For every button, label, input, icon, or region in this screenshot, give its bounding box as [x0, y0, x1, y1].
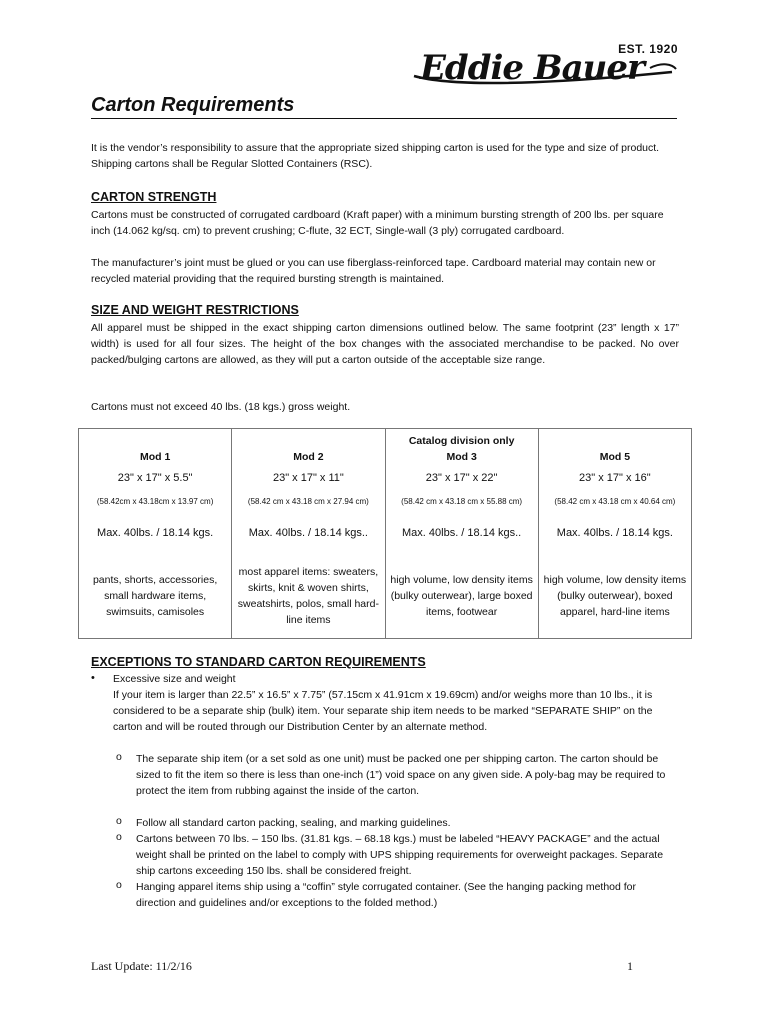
mod-max-weight: Max. 40lbs. / 18.14 kgs. — [79, 513, 232, 553]
mod-dimensions: 23" x 17" x 16" — [538, 465, 691, 491]
mod-max-weight: Max. 40lbs. / 18.14 kgs. — [538, 513, 691, 553]
size-weight-heading: SIZE AND WEIGHT RESTRICTIONS — [91, 303, 299, 317]
mod-header: Mod 5 — [538, 429, 691, 466]
mod-max-weight: Max. 40lbs. / 18.14 kgs.. — [385, 513, 538, 553]
mod-3-label: Mod 3 — [446, 451, 477, 463]
page-title: Carton Requirements — [91, 94, 677, 119]
exceptions-heading: EXCEPTIONS TO STANDARD CARTON REQUIREMENTS — [91, 655, 426, 669]
sub-bullet-text: Hanging apparel items ship using a “coffin” style corrugated container. (See the hanging packing method for direction and guidelines and/or exceptions to the folded method.) — [136, 881, 637, 909]
table-row — [79, 553, 692, 639]
mod-metric-dimensions: (58.42 cm x 43.18 cm x 27.94 cm) — [232, 491, 385, 513]
sub-bullet-text: Cartons between 70 lbs. – 150 lbs. (31.81 kgs. – 68.18 kgs.) must be labeled “HEAVY PACKAGE” and the actual weight shall be printed on the label to comply with UPS shipping requirements for overweight packages. Separate ship cartons exceeding 150 lbs. shall be considered freight. — [136, 833, 664, 877]
sub-bullet-icon: o — [116, 751, 122, 763]
carton-strength-heading: CARTON STRENGTH — [91, 190, 217, 204]
carton-strength-paragraph-2: The manufacturer’s joint must be glued or you can use fiberglass-reinforced tape. Cardboard material may contain new or recycled material providing that the required bursting strength is maintained. — [91, 257, 656, 285]
sub-bullet-text: Follow all standard carton packing, sealing, and marking guidelines. — [136, 817, 451, 829]
table-row — [79, 465, 692, 491]
table-row — [79, 513, 692, 553]
page-number: 1 — [627, 959, 633, 973]
mod-header: Mod 1 — [79, 429, 232, 466]
size-weight-paragraph-1: All apparel must be shipped in the exact shipping carton dimensions outlined below. The same footprint (23” length x 17” width) is used for all four sizes. The height of the box changes with the associated merchandise to be packed. No over packed/bulging cartons are allowed, as they will put a carton outside of the acceptable size range. — [91, 322, 679, 366]
mod-header — [385, 429, 538, 466]
logo-wordmark: Eddie Bauer — [420, 48, 644, 88]
eddie-bauer-logo — [410, 42, 680, 92]
mod-uses: pants, shorts, accessories, small hardware items, swimsuits, camisoles — [79, 553, 232, 639]
size-weight-paragraph-2: Cartons must not exceed 40 lbs. (18 kgs.) gross weight. — [91, 401, 351, 413]
mod-uses: most apparel items: sweaters, skirts, knit & woven shirts, sweatshirts, polos, small hard-line items — [232, 553, 385, 639]
carton-strength-paragraph-1: Cartons must be constructed of corrugated cardboard (Kraft paper) with a minimum bursting strength of 200 lbs. per square inch (14.062 kg/sq. cm) to prevent crushing; C-flute, 32 ECT, Single-wall (3 ply) corrugated cardboard. — [91, 209, 664, 237]
mod-metric-dimensions: (58.42cm x 43.18cm x 13.97 cm) — [79, 491, 232, 513]
logo-established: EST. 1920 — [618, 42, 678, 56]
bullet-paragraph: If your item is larger than 22.5” x 16.5” x 7.75” (57.15cm x 41.91cm x 19.69cm) and/or weighs more than 10 lbs., it is considered to be a separate ship (bulk) item. Your separate ship item needs to be marked “SEPARATE SHIP” on the carton and will be routed through our Distribution Center by an alternate method. — [113, 689, 653, 733]
sub-bullet-icon: o — [116, 815, 122, 827]
mod-dimensions: 23" x 17" x 5.5" — [79, 465, 232, 491]
sub-bullet-icon: o — [116, 831, 122, 843]
mod-uses: high volume, low density items (bulky outerwear), large boxed items, footwear — [385, 553, 538, 639]
mod-dimensions: 23" x 17" x 11" — [232, 465, 385, 491]
bullet-icon: • — [91, 672, 95, 684]
last-update-footer: Last Update: 11/2/16 — [91, 959, 192, 973]
table-header-row — [79, 429, 692, 466]
mod-uses: high volume, low density items (bulky outerwear), boxed apparel, hard-line items — [538, 553, 691, 639]
mod-metric-dimensions: (58.42 cm x 43.18 cm x 55.88 cm) — [385, 491, 538, 513]
mod-max-weight: Max. 40lbs. / 18.14 kgs.. — [232, 513, 385, 553]
mod-header: Mod 2 — [232, 429, 385, 466]
catalog-division-note: Catalog division only — [408, 435, 515, 447]
sub-bullet-icon: o — [116, 879, 122, 891]
mod-dimensions: 23" x 17" x 22" — [385, 465, 538, 491]
sub-bullet-text: The separate ship item (or a set sold as one unit) must be packed one per shipping carton. The carton should be sized to fit the item so there is less than one-inch (1”) void space on any given side. A poly-bag may be required to protect the item from rubbing against the inside of the carton. — [136, 753, 666, 797]
bullet-title: Excessive size and weight — [113, 673, 236, 685]
carton-mods-table — [78, 428, 692, 639]
table-row — [79, 491, 692, 513]
intro-paragraph: It is the vendor’s responsibility to assure that the appropriate sized shipping carton is used for the type and size of product. Shipping cartons shall be Regular Slotted Containers (RSC). — [91, 142, 660, 170]
mod-metric-dimensions: (58.42 cm x 43.18 cm x 40.64 cm) — [538, 491, 691, 513]
